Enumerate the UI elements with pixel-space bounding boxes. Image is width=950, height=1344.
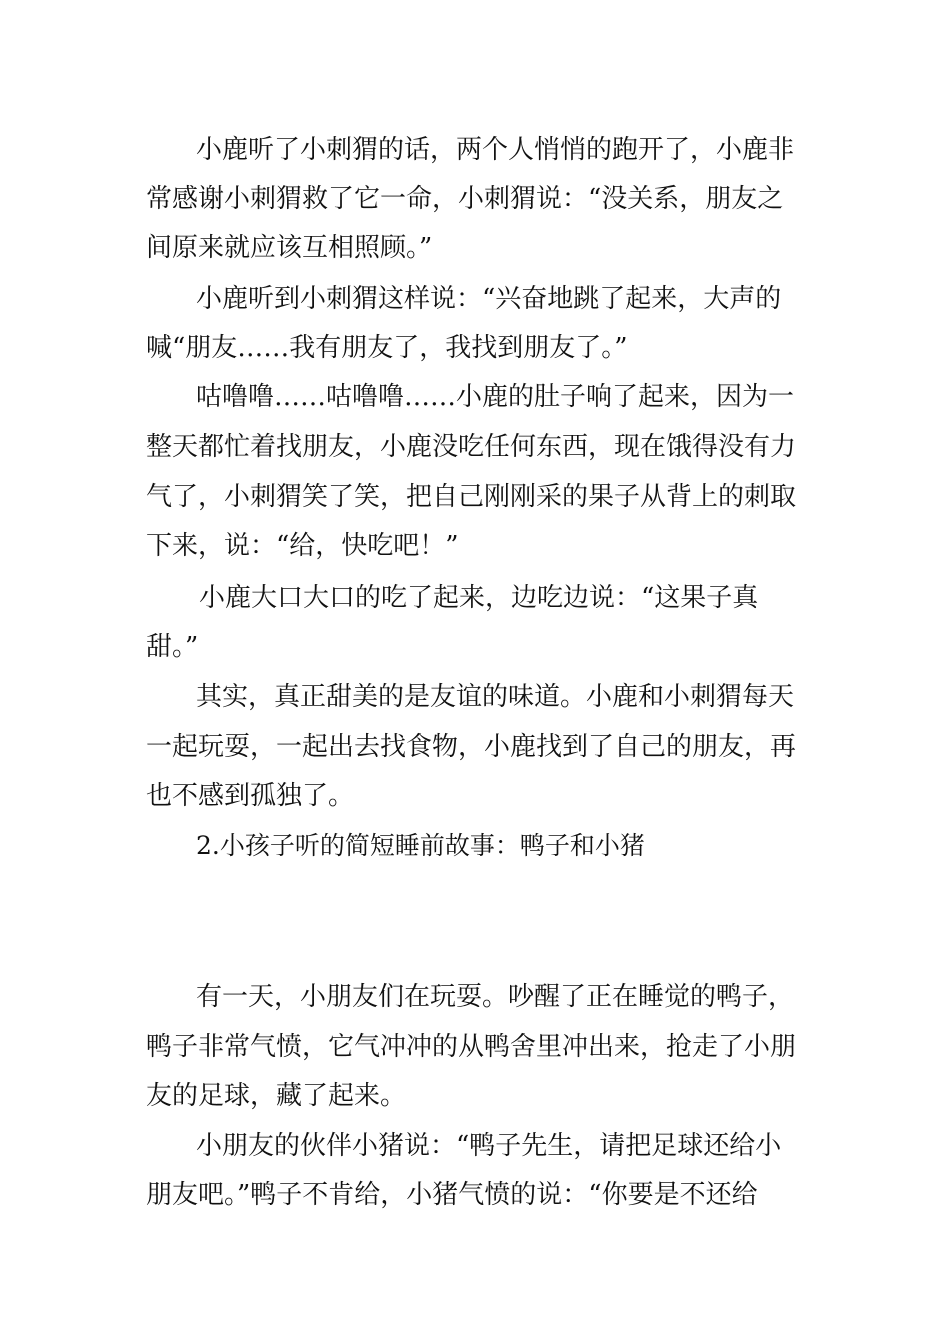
text-line: 其实，真正甜美的是友谊的味道。小鹿和小刺猬每天 (196, 682, 795, 712)
text-line: 鸭子非常气愤，它气冲冲的从鸭舍里冲出来，抢走了小朋 (146, 1032, 797, 1062)
text-line: 朋友吧。”鸭子不肯给，小猪气愤的说：“你要是不还给 (146, 1180, 758, 1210)
text-line: 小鹿大口大口的吃了起来，边吃边说：“这果子真 (199, 583, 759, 613)
text-line: 喊“朋友……我有朋友了，我找到朋友了。” (146, 333, 628, 363)
text-line: 友的足球，藏了起来。 (146, 1081, 407, 1111)
text-line: 小朋友的伙伴小猪说：“鸭子先生，请把足球还给小 (196, 1131, 782, 1161)
text-line: 下来，说：“给，快吃吧！” (146, 531, 459, 561)
text-line: 一起玩耍，一起出去找食物，小鹿找到了自己的朋友，再 (146, 732, 797, 762)
text-line: 甜。” (146, 632, 199, 662)
section-heading: 2.小孩子听的简短睡前故事：鸭子和小猪 (196, 831, 645, 860)
text-line: 小鹿听到小刺猬这样说：“兴奋地跳了起来，大声的 (196, 284, 782, 314)
text-line: 间原来就应该互相照顾。” (146, 233, 433, 263)
text-line: 气了，小刺猬笑了笑，把自己刚刚采的果子从背上的刺取 (146, 482, 797, 512)
text-line: 咕噜噜……咕噜噜……小鹿的肚子响了起来，因为一 (196, 382, 795, 412)
text-line: 整天都忙着找朋友，小鹿没吃任何东西，现在饿得没有力 (146, 432, 797, 462)
text-line: 有一天，小朋友们在玩耍。吵醒了正在睡觉的鸭子， (196, 982, 795, 1012)
text-line: 常感谢小刺猬救了它一命，小刺猬说：“没关系，朋友之 (146, 184, 784, 214)
text-line: 小鹿听了小刺猬的话，两个人悄悄的跑开了，小鹿非 (196, 135, 795, 165)
text-line: 也不感到孤独了。 (146, 781, 355, 811)
